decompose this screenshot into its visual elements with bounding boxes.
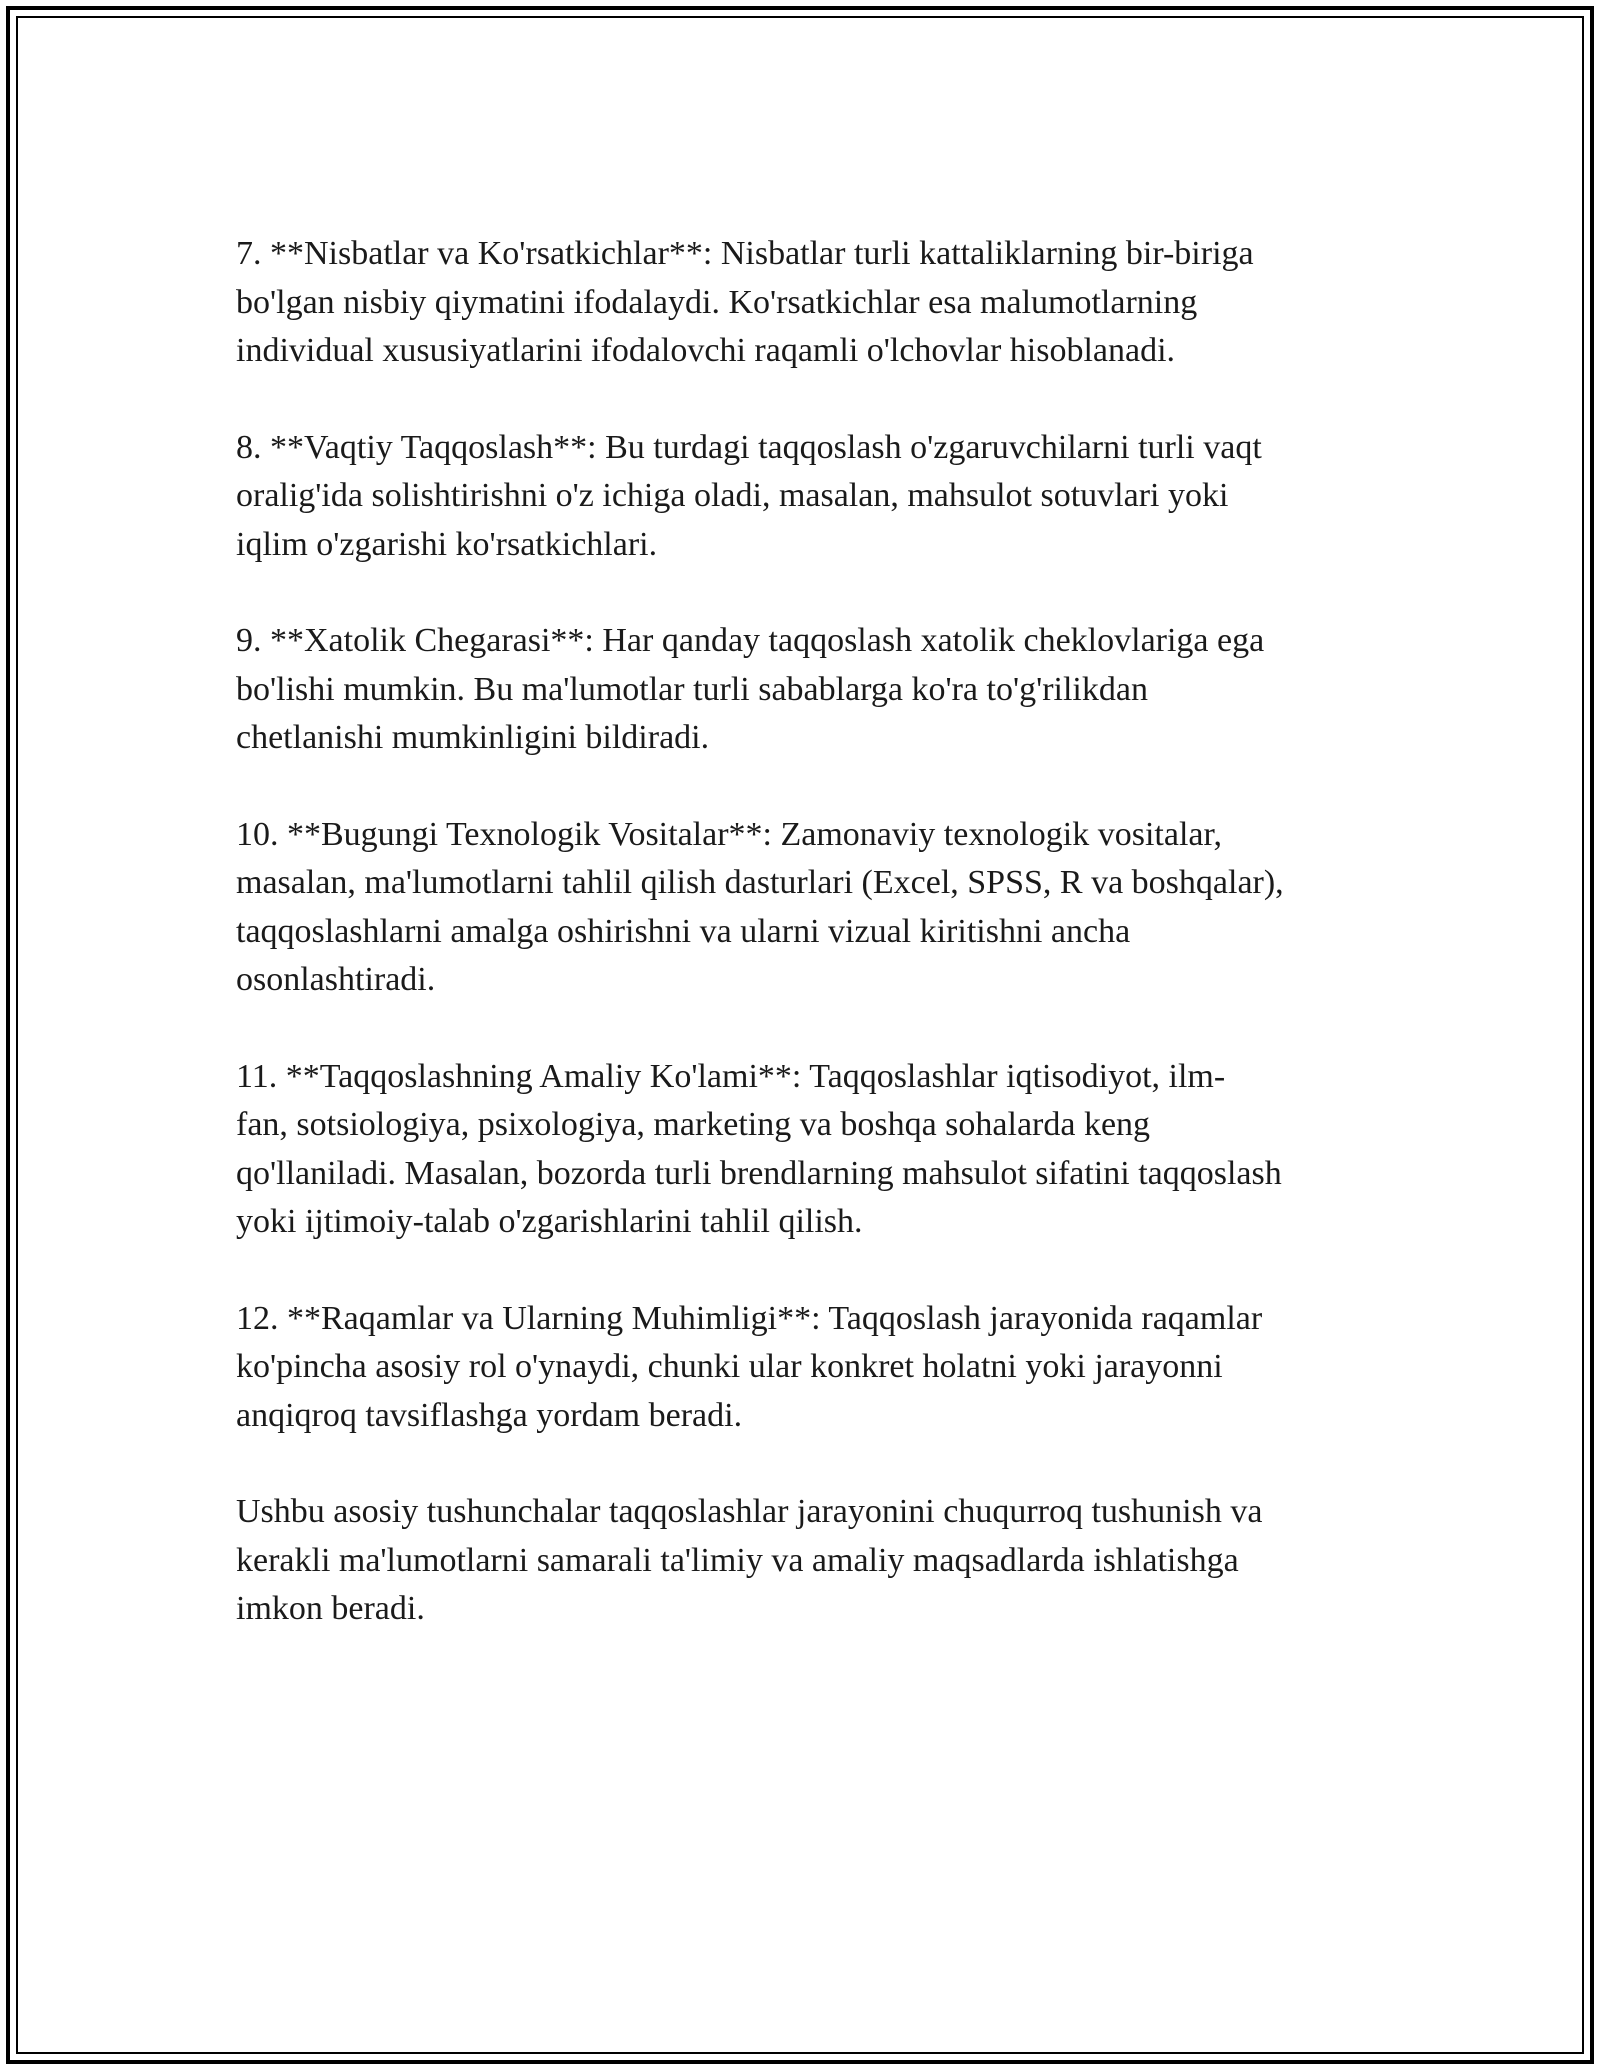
paragraph-item-7: 7. **Nisbatlar va Ko'rsatkichlar**: Nisbatlar turli kattaliklarning bir-biriga bo'lgan nisbiy qiymatini ifodalaydi. Ko'rsatkichlar esa malumotlarning individual xususiyatlarini ifodalovchi raqamli o'lchovlar hisoblanadi. xyxy=(236,235,1254,369)
paragraph-item-9: 9. **Xatolik Chegarasi**: Har qanday taqqoslash xatolik cheklovlariga ega bo'lishi mumkin. Bu ma'lumotlar turli sabablarga ko'ra to'g'rilikdan chetlanishi mumkinligini bildiradi. xyxy=(236,622,1265,756)
paragraph-item-8: 8. **Vaqtiy Taqqoslash**: Bu turdagi taqqoslash o'zgaruvchilarni turli vaqt oralig'ida solishtirishni o'z ichiga oladi, masalan, mahsulot sotuvlari yoki iqlim o'zgarishi ko'rsatkichlari. xyxy=(236,428,1262,563)
paragraph-item-11: 11. **Taqqoslashning Amaliy Ko'lami**: Taqqoslashlar iqtisodiyot, ilm- fan, sotsiologiya, psixologiya, marketing va boshqa sohalarda keng qo'llaniladi. Masalan, bozorda turli brendlarning mahsulot sifatini taqqoslash yoki ijtimoiy-talab o'zgarishlarini tahlil qilish. xyxy=(236,1057,1282,1240)
paragraph-item-12: 12. **Raqamlar va Ularning Muhimligi**: Taqqoslash jarayonida raqamlar ko'pincha asosiy rol o'ynaydi, chunki ular konkret holatni yoki jarayonni anqiqroq tavsiflashga yordam beradi. xyxy=(236,1299,1263,1434)
paragraph-item-10: 10. **Bugungi Texnologik Vositalar**: Zamonaviy texnologik vositalar, masalan, ma'lumotlarni tahlil qilish dasturlari (Excel, SPSS, R va boshqalar), taqqoslashlarni amalga oshirishni va ularni vizual kiritishni ancha osonlashtiradi. xyxy=(236,815,1284,998)
paragraph-conclusion: Ushbu asosiy tushunchalar taqqoslashlar jarayonini chuqurroq tushunish va kerakli ma'lumotlarni samarali ta'limiy va amaliy maqsadlarda ishlatishga imkon beradi. xyxy=(236,1493,1263,1627)
document-body xyxy=(236,230,1376,1682)
